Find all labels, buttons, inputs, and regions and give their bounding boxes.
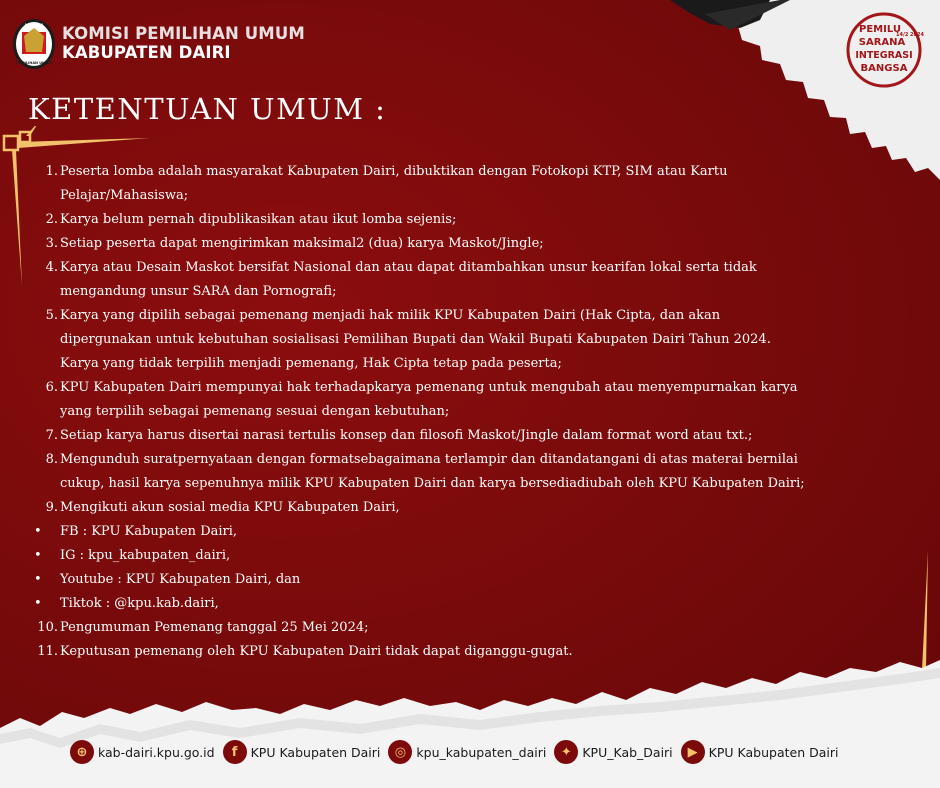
org-name bbox=[62, 25, 305, 63]
torn-paper-bottom bbox=[0, 648, 940, 788]
footer-link-label: KPU Kabupaten Dairi bbox=[250, 744, 381, 760]
rule-line bbox=[30, 496, 910, 520]
stamp-line4: BANGSA bbox=[860, 63, 908, 74]
page-title: KETENTUAN UMUM : bbox=[28, 92, 387, 126]
rule-marker: 9. bbox=[45, 500, 58, 515]
rule-marker: • bbox=[34, 524, 42, 539]
rule-marker: 3. bbox=[45, 236, 58, 251]
youtube-icon: ▶ bbox=[681, 740, 705, 764]
rule-marker: 7. bbox=[45, 428, 58, 443]
rule-text: Pengumuman Pemenang tanggal 25 Mei 2024; bbox=[60, 620, 369, 635]
rule-marker: 1. bbox=[45, 164, 58, 179]
logo-text-top: KOMISI bbox=[24, 24, 44, 29]
pemilu-stamp bbox=[844, 10, 924, 90]
rule-marker: • bbox=[34, 572, 42, 587]
rule-text: dipergunakan untuk kebutuhan sosialisasi Pemilihan Bupati dan Wakil Bupati Kabupaten Dairi Tahun 2024. bbox=[60, 332, 771, 347]
rule-text: IG : kpu_kabupaten_dairi, bbox=[60, 548, 231, 563]
kpu-logo bbox=[12, 18, 56, 70]
rule-marker: • bbox=[34, 548, 42, 563]
rule-marker bbox=[30, 328, 60, 352]
rules-list bbox=[30, 160, 910, 664]
stamp-line3: INTEGRASI bbox=[855, 50, 913, 61]
footer-social-links bbox=[70, 740, 838, 764]
rule-text: FB : KPU Kabupaten Dairi, bbox=[60, 524, 238, 539]
rule-line bbox=[30, 376, 910, 400]
footer-link-label: kpu_kabupaten_dairi bbox=[416, 744, 547, 760]
rule-line bbox=[30, 400, 910, 424]
rule-marker: 4. bbox=[45, 260, 58, 275]
footer-link-label: KPU Kabupaten Dairi bbox=[708, 744, 839, 760]
rule-text: mengandung unsur SARA dan Pornografi; bbox=[60, 284, 337, 299]
footer-link-twitter[interactable] bbox=[554, 740, 672, 764]
rule-text: Youtube : KPU Kabupaten Dairi, dan bbox=[60, 572, 301, 587]
rule-line bbox=[30, 208, 910, 232]
footer-link-facebook[interactable] bbox=[223, 740, 381, 764]
rule-text: Keputusan pemenang oleh KPU Kabupaten Dairi tidak dapat diganggu-gugat. bbox=[60, 644, 573, 659]
rule-marker: 8. bbox=[45, 452, 58, 467]
rule-text: Tiktok : @kpu.kab.dairi, bbox=[60, 596, 219, 611]
org-line-2: KABUPATEN DAIRI bbox=[62, 43, 231, 62]
footer-link-globe[interactable] bbox=[70, 740, 215, 764]
rule-text: yang terpilih sebagai pemenang sesuai dengan kebutuhan; bbox=[60, 404, 450, 419]
rule-marker: 2. bbox=[45, 212, 58, 227]
rule-line bbox=[30, 160, 910, 184]
twitter-icon: ✦ bbox=[554, 740, 578, 764]
stamp-date: 14/2 2024 bbox=[896, 32, 924, 38]
rule-line bbox=[30, 304, 910, 328]
rule-line bbox=[30, 424, 910, 448]
rule-marker bbox=[30, 352, 60, 376]
rule-line bbox=[30, 592, 910, 616]
rule-text: Setiap peserta dapat mengirimkan maksimal2 (dua) karya Maskot/Jingle; bbox=[60, 236, 544, 251]
facebook-icon: f bbox=[223, 740, 247, 764]
instagram-icon: ◎ bbox=[388, 740, 412, 764]
rule-text: Mengunduh suratpernyataan dengan formatsebagaimana terlampir dan ditandatangani di atas materai bernilai bbox=[60, 452, 798, 467]
rule-text: Peserta lomba adalah masyarakat Kabupaten Dairi, dibuktikan dengan Fotokopi KTP, SIM atau Kartu bbox=[60, 164, 728, 179]
footer-link-label: kab-dairi.kpu.go.id bbox=[98, 744, 215, 760]
stamp-line2: SARANA bbox=[858, 37, 906, 48]
rule-text: Setiap karya harus disertai narasi tertulis konsep dan filosofi Maskot/Jingle dalam format word atau txt.; bbox=[60, 428, 753, 443]
header bbox=[12, 18, 305, 70]
stamp-line1: PEMILU bbox=[859, 24, 901, 35]
rule-marker bbox=[30, 184, 60, 208]
rule-marker: 6. bbox=[45, 380, 58, 395]
rule-marker: • bbox=[34, 596, 42, 611]
logo-text-bottom: PEMILIHAN UMUM bbox=[16, 61, 52, 65]
footer-link-youtube[interactable] bbox=[681, 740, 839, 764]
rule-text: Karya belum pernah dipublikasikan atau ikut lomba sejenis; bbox=[60, 212, 457, 227]
rule-marker bbox=[30, 280, 60, 304]
rule-marker: 5. bbox=[45, 308, 58, 323]
rule-line bbox=[30, 616, 910, 640]
rule-marker bbox=[30, 400, 60, 424]
rule-text: Karya yang tidak terpilih menjadi pemenang, Hak Cipta tetap pada peserta; bbox=[60, 356, 562, 371]
rule-line bbox=[30, 256, 910, 280]
rule-line bbox=[30, 544, 910, 568]
rule-line bbox=[30, 328, 910, 352]
rule-text: Karya yang dipilih sebagai pemenang menjadi hak milik KPU Kabupaten Dairi (Hak Cipta, dan akan bbox=[60, 308, 721, 323]
globe-icon: ⊕ bbox=[70, 740, 94, 764]
rule-line bbox=[30, 520, 910, 544]
rule-line bbox=[30, 448, 910, 472]
rule-text: Pelajar/Mahasiswa; bbox=[60, 188, 189, 203]
rule-line bbox=[30, 232, 910, 256]
rule-text: KPU Kabupaten Dairi mempunyai hak terhadapkarya pemenang untuk mengubah atau menyempurnakan karya bbox=[60, 380, 798, 395]
rule-text: cukup, hasil karya sepenuhnya milik KPU Kabupaten Dairi dan karya bersediadiubah oleh KPU Kabupaten Dairi; bbox=[60, 476, 805, 491]
rule-line bbox=[30, 568, 910, 592]
rule-marker: 10. bbox=[37, 620, 58, 635]
rule-line bbox=[30, 184, 910, 208]
rule-line bbox=[30, 472, 910, 496]
footer-link-label: KPU_Kab_Dairi bbox=[582, 744, 673, 760]
rule-line bbox=[30, 280, 910, 304]
rule-marker: 11. bbox=[37, 644, 58, 659]
rule-text: Karya atau Desain Maskot bersifat Nasional dan atau dapat ditambahkan unsur kearifan lokal serta tidak bbox=[60, 260, 757, 275]
org-line-1: KOMISI PEMILIHAN UMUM bbox=[62, 24, 305, 44]
rule-marker bbox=[30, 472, 60, 496]
rule-text: Mengikuti akun sosial media KPU Kabupaten Dairi, bbox=[60, 500, 400, 515]
footer-link-instagram[interactable] bbox=[388, 740, 546, 764]
rule-line bbox=[30, 352, 910, 376]
